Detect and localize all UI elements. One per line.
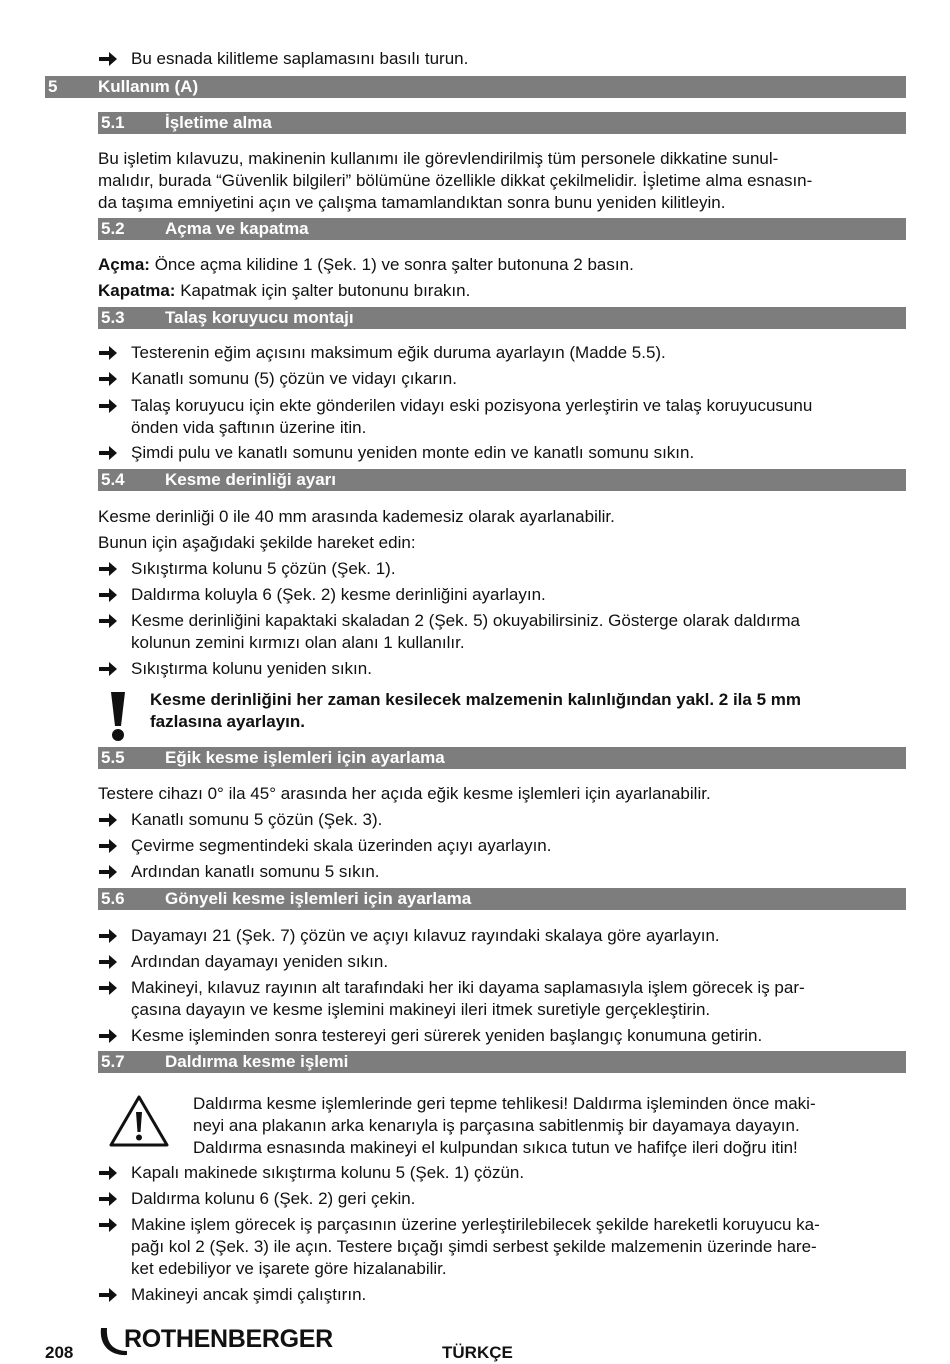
step-text: Ardından kanatlı somunu 5 sıkın. xyxy=(131,862,380,881)
arrow-right-icon xyxy=(98,610,122,629)
subsection-number: 5.2 xyxy=(101,219,125,238)
arrow-right-icon xyxy=(98,861,122,880)
subsection-number: 5.3 xyxy=(101,308,125,327)
switch-on-text: Önce açma kilidine 1 (Şek. 1) ve sonra şalter butonuna 2 basın. xyxy=(149,255,634,274)
step-text: Kanatlı somunu (5) çözün ve vidayı çıkarın. xyxy=(131,369,457,388)
subsection-title: Kesme derinliği ayarı xyxy=(165,470,337,489)
subsection-heading xyxy=(98,747,906,769)
paragraph: Testere cihazı 0° ila 45° arasında her açıda eğik kesme işlemleri için ayarlanabilir. xyxy=(98,784,711,803)
step-text: Bu esnada kilitleme saplamasını basılı turun. xyxy=(131,49,469,68)
step-text: Makineyi ancak şimdi çalıştırın. xyxy=(131,1285,367,1304)
arrow-right-icon xyxy=(98,977,122,996)
paragraph xyxy=(98,148,908,214)
arrow-right-icon xyxy=(98,342,122,361)
step-text: Talaş koruyucu için ekte gönderilen vidayı eski pozisyona yerleştirin ve talaş koruyucusunu önden vida şaftının üzerine itin. xyxy=(131,396,813,437)
switch-off-label: Kapatma: xyxy=(98,281,176,300)
subsection-heading xyxy=(98,888,906,910)
switch-on-label: Açma: xyxy=(98,255,150,274)
step-text: Testerenin eğim açısını maksimum eğik duruma ayarlayın (Madde 5.5). xyxy=(131,343,666,362)
arrow-right-icon xyxy=(98,1284,122,1303)
subsection-heading xyxy=(98,1051,906,1073)
warning-text: Daldırma kesme işlemlerinde geri tepme tehlikesi! Daldırma işleminden önce maki- neyi ana plakanın arka kenarıyla iş parçasına sabitlenmiş bir dayamaya dayayın. Daldırma esnasında makineyi el kulpundan sıkıca tutun ve hafifçe ileri doğru itin! xyxy=(193,1094,816,1157)
warning-triangle-icon xyxy=(108,1094,170,1148)
step-text: Kapalı makinede sıkıştırma kolunu 5 (Şek. 1) çözün. xyxy=(131,1163,525,1182)
arrow-right-icon xyxy=(98,835,122,854)
subsection-title: Açma ve kapatma xyxy=(165,219,309,238)
section-number: 5 xyxy=(48,77,58,96)
paragraph-line: da taşıma emniyetini açın ve çalışma tamamlandıktan sonra bunu yeniden kilitleyin. xyxy=(98,193,726,212)
step-text: Makine işlem görecek iş parçasının üzerine yerleştirilebilecek şekilde hareketli koruyucu ka- pağı kol 2 (Şek. 3) ile açın. Testere bıçağı şimdi serbest şekilde malzemenin üzerinde hare- ket edebiliyor ve işarete göre hizalanabilir. xyxy=(131,1215,820,1278)
page-number: 208 xyxy=(45,1343,74,1362)
subsection-number: 5.4 xyxy=(101,470,125,489)
paragraph-line: Bu işletim kılavuzu, makinenin kullanımı ile görevlendirilmiş tüm personele dikkatine sunul- xyxy=(98,149,779,168)
switch-off-text: Kapatmak için şalter butonunu bırakın. xyxy=(175,281,471,300)
step-text: Kanatlı somunu 5 çözün (Şek. 3). xyxy=(131,810,383,829)
arrow-right-icon xyxy=(98,951,122,970)
section-heading xyxy=(45,76,906,98)
subsection-number: 5.1 xyxy=(101,113,125,132)
subsection-heading xyxy=(98,307,906,329)
arrow-right-icon xyxy=(98,1188,122,1207)
rothenberger-logo xyxy=(97,1324,357,1360)
exclamation-icon xyxy=(106,690,130,742)
section-title: Kullanım (A) xyxy=(98,77,199,96)
arrow-right-icon xyxy=(98,1025,122,1044)
step-text: Ardından dayamayı yeniden sıkın. xyxy=(131,952,389,971)
subsection-heading xyxy=(98,112,906,134)
note-text: Kesme derinliğini her zaman kesilecek malzemenin kalınlığından yakl. 2 ila 5 mm fazlasına ayarlayın. xyxy=(150,690,801,731)
brand-name: ROTHENBERGER xyxy=(124,1325,333,1353)
arrow-right-icon xyxy=(98,925,122,944)
subsection-number: 5.5 xyxy=(101,748,125,767)
step-text: Kesme işleminden sonra testereyi geri sürerek yeniden başlangıç konumuna getirin. xyxy=(131,1026,763,1045)
arrow-right-icon xyxy=(98,442,122,461)
arrow-right-icon xyxy=(98,1214,122,1233)
arrow-right-icon xyxy=(98,48,122,67)
step-text: Sıkıştırma kolunu 5 çözün (Şek. 1). xyxy=(131,559,396,578)
subsection-title: Daldırma kesme işlemi xyxy=(165,1052,349,1071)
arrow-right-icon xyxy=(98,558,122,577)
paragraph: Kesme derinliği 0 ile 40 mm arasında kademesiz olarak ayarlanabilir. xyxy=(98,507,615,526)
arrow-right-icon xyxy=(98,395,122,414)
subsection-heading xyxy=(98,218,906,240)
language-label: TÜRKÇE xyxy=(442,1343,513,1362)
subsection-title: Talaş koruyucu montajı xyxy=(165,308,354,327)
subsection-number: 5.7 xyxy=(101,1052,125,1071)
subsection-title: İşletime alma xyxy=(165,113,272,132)
arrow-right-icon xyxy=(98,584,122,603)
arrow-right-icon xyxy=(98,1162,122,1181)
arrow-right-icon xyxy=(98,658,122,677)
step-text: Çevirme segmentindeki skala üzerinden açıyı ayarlayın. xyxy=(131,836,552,855)
step-text: Dayamayı 21 (Şek. 7) çözün ve açıyı kılavuz rayındaki skalaya göre ayarlayın. xyxy=(131,926,720,945)
step-text: Kesme derinliğini kapaktaki skaladan 2 (Şek. 5) okuyabilirsiniz. Gösterge olarak daldırma kolunun zemini kırmızı olan alanı 1 kullanılır. xyxy=(131,611,800,652)
arrow-right-icon xyxy=(98,368,122,387)
arrow-right-icon xyxy=(98,809,122,828)
step-text: Sıkıştırma kolunu yeniden sıkın. xyxy=(131,659,372,678)
subsection-number: 5.6 xyxy=(101,889,125,908)
switch-on-instruction xyxy=(98,254,908,276)
switch-off-instruction xyxy=(98,280,908,302)
step-text: Daldırma koluyla 6 (Şek. 2) kesme derinliğini ayarlayın. xyxy=(131,585,546,604)
subsection-heading xyxy=(98,469,906,491)
subsection-title: Gönyeli kesme işlemleri için ayarlama xyxy=(165,889,472,908)
subsection-title: Eğik kesme işlemleri için ayarlama xyxy=(165,748,445,767)
step-text: Daldırma kolunu 6 (Şek. 2) geri çekin. xyxy=(131,1189,416,1208)
paragraph-line: malıdır, burada “Güvenlik bilgileri” bölümüne özellikle dikkat çekilmelidir. İşletime alma esnasın- xyxy=(98,171,813,190)
step-text: Makineyi, kılavuz rayının alt tarafındaki her iki dayama saplamasıyla işlem görecek iş par- çasına dayayın ve kesme işlemini makineyi ileri itmek suretiyle gerçekleştirin. xyxy=(131,978,805,1019)
paragraph: Bunun için aşağıdaki şekilde hareket edin: xyxy=(98,533,416,552)
step-text: Şimdi pulu ve kanatlı somunu yeniden monte edin ve kanatlı somunu sıkın. xyxy=(131,443,695,462)
